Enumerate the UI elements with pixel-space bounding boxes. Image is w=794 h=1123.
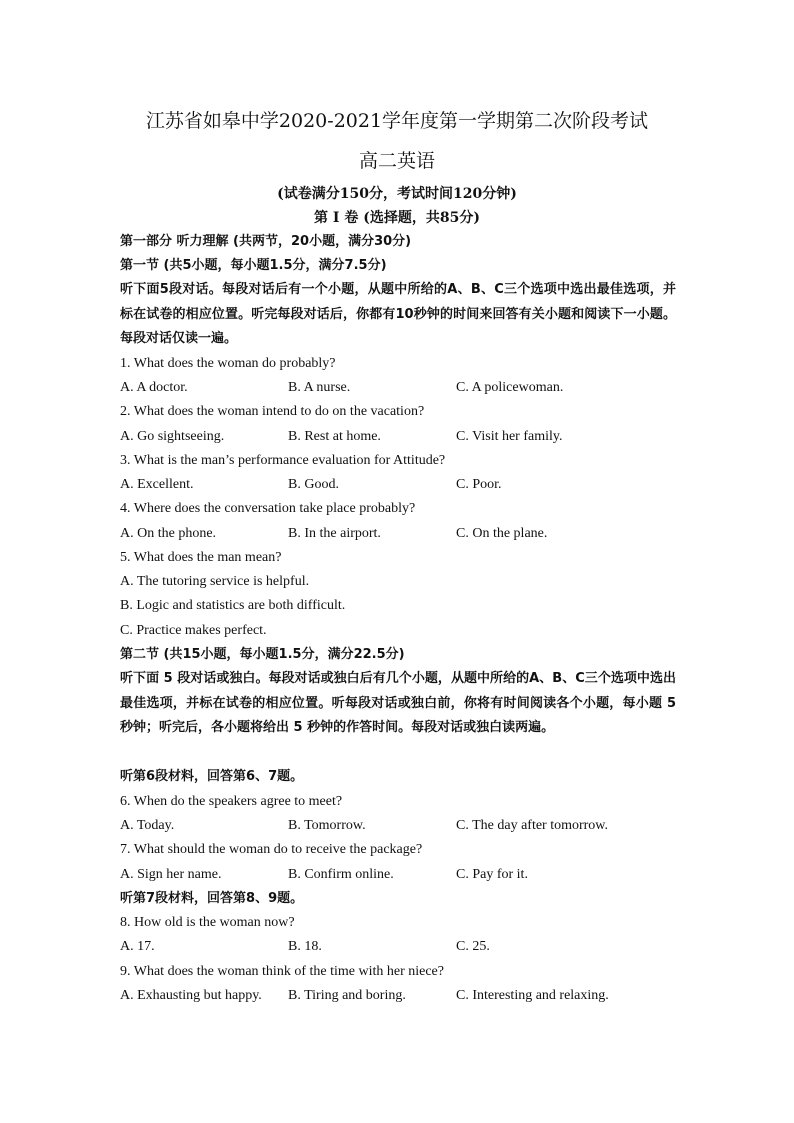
q1-option-c: C. A policewoman. — [456, 380, 564, 395]
question-3: 3. What is the man’s performance evaluation for Attitude? — [120, 453, 446, 468]
question-9: 9. What does the woman think of the time with her niece? — [120, 964, 444, 979]
question-5: 5. What does the man mean? — [120, 550, 282, 565]
question-1: 1. What does the woman do probably? — [120, 356, 336, 371]
q4-option-c: C. On the plane. — [456, 526, 548, 541]
q8-option-a: A. 17. — [120, 939, 155, 954]
volume-heading: 第 Ⅰ 卷 (选择题，共85分) — [314, 210, 480, 226]
section2-instructions: 听下面 5 段对话或独白。每段对话或独白后有几个小题，从题中所给的A、B、C三个选项中选出最佳选项，并标在试卷的相应位置。听每段对话或独白前，你将有时间阅读各个小题，每小题 5 秒钟；听完后，各小题将给出 5 秒钟的作答时间。每段对话或独白读两遍。 — [120, 671, 676, 735]
q7-option-a: A. Sign her name. — [120, 867, 222, 882]
q9-option-a: A. Exhausting but happy. — [120, 988, 262, 1003]
q2-option-c: C. Visit her family. — [456, 429, 563, 444]
q1-option-b: B. A nurse. — [288, 380, 351, 395]
part1-heading: 第一部分 听力理解 (共两节，20小题，满分30分) — [120, 234, 412, 249]
q5-option-b: B. Logic and statistics are both difficult. — [120, 598, 346, 613]
material-6-heading: 听第6段材料，回答第6、7题。 — [120, 769, 304, 784]
q7-option-c: C. Pay for it. — [456, 867, 528, 882]
section1-instructions: 听下面5段对话。每段对话后有一个小题，从题中所给的A、B、C三个选项中选出最佳选项，并标在试卷的相应位置。听完每段对话后，你都有10秒钟的时间来回答有关小题和阅读下一小题。每段对话仅读一遍。 — [120, 282, 676, 346]
q8-option-b: B. 18. — [288, 939, 322, 954]
subject-title: 高二英语 — [358, 150, 435, 172]
q2-option-a: A. Go sightseeing. — [120, 429, 225, 444]
question-4: 4. Where does the conversation take place probably? — [120, 501, 416, 516]
q3-option-c: C. Poor. — [456, 477, 502, 492]
q9-option-c: C. Interesting and relaxing. — [456, 988, 609, 1003]
question-6: 6. When do the speakers agree to meet? — [120, 794, 343, 809]
question-8: 8. How old is the woman now? — [120, 915, 295, 930]
q7-option-b: B. Confirm online. — [288, 867, 394, 882]
q8-option-c: C. 25. — [456, 939, 490, 954]
material-7-heading: 听第7段材料，回答第8、9题。 — [120, 891, 304, 906]
question-2: 2. What does the woman intend to do on the vacation? — [120, 404, 425, 419]
section1-heading: 第一节 (共5小题，每小题1.5分，满分7.5分) — [120, 258, 387, 273]
q4-option-a: A. On the phone. — [120, 526, 217, 541]
q4-option-b: B. In the airport. — [288, 526, 381, 541]
q3-option-a: A. Excellent. — [120, 477, 194, 492]
q3-option-b: B. Good. — [288, 477, 339, 492]
exam-info: (试卷满分150分，考试时间120分钟) — [277, 186, 517, 202]
q9-option-b: B. Tiring and boring. — [288, 988, 406, 1003]
question-7: 7. What should the woman do to receive the package? — [120, 842, 423, 857]
q2-option-b: B. Rest at home. — [288, 429, 381, 444]
exam-title: 江苏省如皋中学2020-2021学年度第一学期第二次阶段考试 — [145, 110, 649, 132]
q6-option-b: B. Tomorrow. — [288, 818, 366, 833]
section2-heading: 第二节 (共15小题，每小题1.5分，满分22.5分) — [120, 647, 405, 662]
q5-option-a: A. The tutoring service is helpful. — [120, 574, 310, 589]
q5-option-c: C. Practice makes perfect. — [120, 623, 267, 638]
q1-option-a: A. A doctor. — [120, 380, 188, 395]
q6-option-a: A. Today. — [120, 818, 175, 833]
q6-option-c: C. The day after tomorrow. — [456, 818, 609, 833]
